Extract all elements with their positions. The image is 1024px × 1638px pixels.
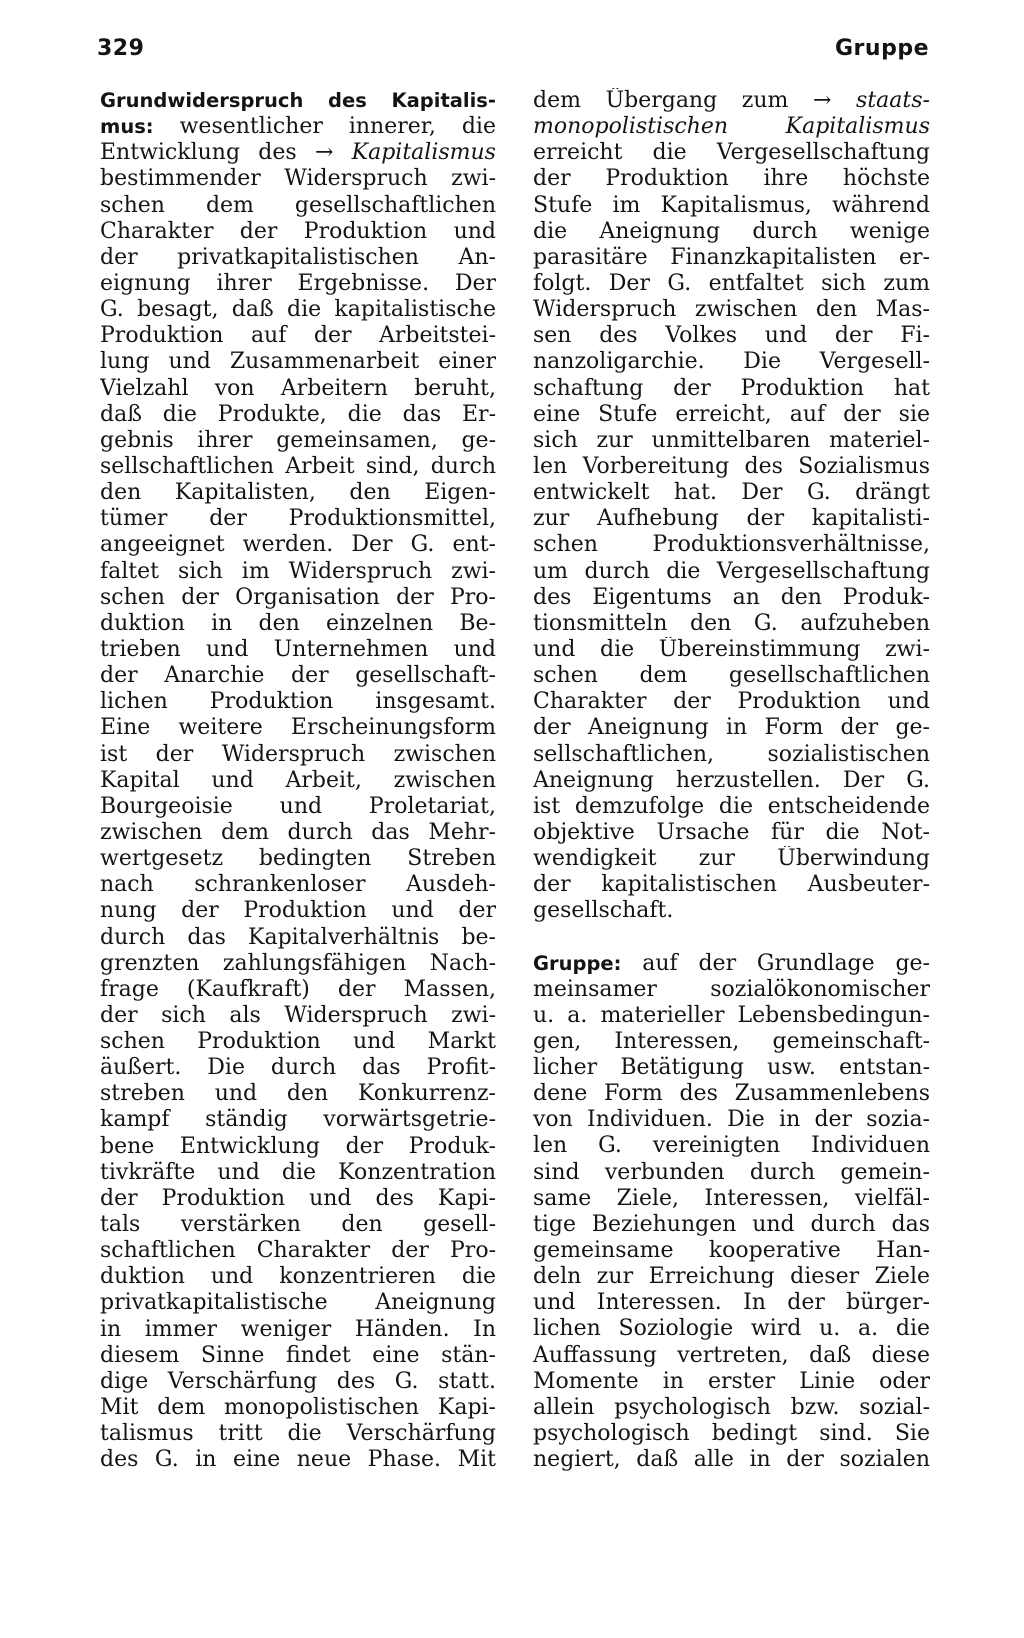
text-line [533, 663, 930, 689]
text-line [100, 454, 496, 480]
line-text: schen der Organisation der Pro- [100, 584, 496, 610]
line-text: sich zur unmittelbaren materiel- [533, 427, 930, 453]
line-text: duktion und konzentrieren die [100, 1264, 496, 1290]
text-line [100, 1369, 496, 1395]
line-text: eignung ihrer Ergebnisse. Der [100, 270, 496, 296]
line-text: in immer weniger Händen. In [100, 1316, 496, 1342]
line-text: eine Stufe erreicht, auf der sie [533, 401, 930, 427]
text-line [533, 166, 930, 192]
line-text: äußert. Die durch das Profit- [100, 1055, 496, 1081]
line-text: lung und Zusammenarbeit einer [100, 349, 496, 375]
line-text: und die Übereinstimmung zwi- [533, 636, 930, 662]
text-line [533, 1081, 930, 1107]
line-text: schen Produktionsverhältnisse, [533, 532, 930, 558]
line-text: Stufe im Kapitalismus, während [533, 192, 930, 218]
cross-reference[interactable]: → staats- [813, 88, 930, 113]
line-text: allein psychologisch bzw. sozial- [533, 1394, 930, 1420]
line-text: Charakter der Produktion und [100, 218, 496, 244]
text-line [533, 1107, 930, 1133]
entry-term: Grundwiderspruch des Kapitalis- [100, 89, 496, 112]
text-line [533, 245, 930, 271]
line-text: der kapitalistischen Ausbeuter- [533, 872, 930, 898]
text-line [533, 637, 930, 663]
text-line [100, 1421, 496, 1447]
text-line [100, 297, 496, 323]
text-line [533, 1264, 930, 1290]
text-line [100, 1107, 496, 1133]
line-text: same Ziele, Interessen, vielfäl- [533, 1185, 930, 1211]
text-line [100, 114, 496, 140]
text-line [100, 872, 496, 898]
text-line [533, 323, 930, 349]
text-line [533, 689, 930, 715]
text-line [100, 820, 496, 846]
line-text: zur Aufhebung der kapitalisti- [533, 506, 930, 532]
line-text: meinsamer sozialökonomischer [533, 976, 930, 1002]
paragraph-gap [533, 925, 930, 951]
text-line [100, 245, 496, 271]
text-line [533, 114, 930, 140]
text-line [533, 1212, 930, 1238]
line-text: nung der Produktion und der [100, 898, 496, 924]
text-line [533, 1186, 930, 1212]
line-text: dene Form des Zusammenlebens [533, 1081, 930, 1107]
text-line [100, 1343, 496, 1369]
text-line [100, 611, 496, 637]
line-text: schen dem gesellschaftlichen [100, 192, 496, 218]
line-text: angeeignet werden. Der G. ent- [100, 532, 496, 558]
text-line [533, 140, 930, 166]
text-line [533, 715, 930, 741]
text-line [100, 977, 496, 1003]
text-line [100, 402, 496, 428]
line-text: G. besagt, daß die kapitalistische [100, 297, 496, 323]
text-line [100, 1134, 496, 1160]
text-line [100, 532, 496, 558]
text-line [533, 376, 930, 402]
line-text: Vielzahl von Arbeitern beruht, [100, 375, 496, 401]
line-text: Momente in erster Linie oder [533, 1368, 930, 1394]
line-text: von Individuen. Die in der sozia- [533, 1107, 930, 1133]
right-column [533, 88, 930, 1473]
text-line [100, 768, 496, 794]
line-text: deln zur Erreichung dieser Ziele [533, 1264, 930, 1290]
line-text: len Vorbereitung des Sozialismus [533, 453, 930, 479]
line-text: Eine weitere Erscheinungsform [100, 715, 496, 741]
text-line [100, 1055, 496, 1081]
line-text: wesentlicher innerer, die [153, 114, 496, 140]
text-line [100, 925, 496, 951]
line-text: und Interessen. In der bürger- [533, 1290, 930, 1316]
line-text: tionsmitteln den G. aufzuheben [533, 610, 930, 636]
line-text: sen des Volkes und der Fi- [533, 323, 930, 349]
line-text: Aneignung herzustellen. Der G. [533, 767, 930, 793]
line-text: Widerspruch zwischen den Mas- [533, 297, 930, 323]
text-line [100, 1238, 496, 1264]
text-line [533, 349, 930, 375]
line-text: bestimmender Widerspruch zwi- [100, 166, 496, 192]
text-line [100, 88, 496, 114]
text-line [533, 559, 930, 585]
line-text: schen dem gesellschaftlichen [533, 663, 930, 689]
text-line [100, 846, 496, 872]
text-line [533, 428, 930, 454]
text-line [533, 506, 930, 532]
text-line [100, 559, 496, 585]
line-text: wertgesetz bedingten Streben [100, 846, 496, 872]
line-text: durch das Kapitalverhältnis be- [100, 924, 496, 950]
text-line [100, 1317, 496, 1343]
text-line [100, 219, 496, 245]
line-text: den Kapitalisten, den Eigen- [100, 480, 496, 506]
line-text: frage (Kaufkraft) der Massen, [100, 976, 496, 1002]
text-line [533, 1238, 930, 1264]
text-line [533, 1447, 930, 1473]
line-text: tige Beziehungen und durch das [533, 1211, 930, 1237]
line-text: erreicht die Vergesellschaftung [533, 140, 930, 166]
line-text: Kapital und Arbeit, zwischen [100, 767, 496, 793]
line-text: parasitäre Finanzkapitalisten er- [533, 244, 930, 270]
line-text: bene Entwicklung der Produk- [100, 1133, 496, 1159]
text-line [533, 1421, 930, 1447]
text-line [100, 742, 496, 768]
cross-reference[interactable]: monopolistischen Kapitalismus [533, 114, 930, 140]
line-text: ist der Widerspruch zwischen [100, 741, 496, 767]
line-text: gemeinsame kooperative Han- [533, 1238, 930, 1264]
text-line [533, 454, 930, 480]
text-line [533, 1316, 930, 1342]
line-text: auf der Grundlage ge- [621, 950, 930, 976]
text-line [100, 376, 496, 402]
line-text: trieben und Unternehmen und [100, 636, 496, 662]
text-line [533, 742, 930, 768]
text-line [100, 349, 496, 375]
line-text: tals verstärken den gesell- [100, 1212, 496, 1238]
text-line [100, 951, 496, 977]
text-line [100, 323, 496, 349]
line-text: licher Betätigung usw. entstan- [533, 1055, 930, 1081]
line-text: len G. vereinigten Individuen [533, 1133, 930, 1159]
line-text: der Aneignung in Form der ge- [533, 715, 930, 741]
text-line [533, 1003, 930, 1029]
text-line [100, 898, 496, 924]
line-text: negiert, daß alle in der sozialen [533, 1447, 930, 1473]
text-line [100, 166, 496, 192]
text-line [100, 663, 496, 689]
line-text: der Produktion und des Kapi- [100, 1185, 496, 1211]
line-text: der sich als Widerspruch zwi- [100, 1002, 496, 1028]
line-text: gebnis ihrer gemeinsamen, ge- [100, 427, 496, 453]
text-line [533, 193, 930, 219]
text-line [533, 977, 930, 1003]
line-text: psychologisch bedingt sind. Sie [533, 1421, 930, 1447]
text-line [100, 689, 496, 715]
text-line [100, 1029, 496, 1055]
line-text: gen, Interessen, gemeinschaft- [533, 1028, 930, 1054]
text-line [533, 1343, 930, 1369]
text-line [100, 1290, 496, 1316]
line-text: Mit dem monopolistischen Kapi- [100, 1395, 496, 1421]
text-line [100, 794, 496, 820]
line-text: duktion in den einzelnen Be- [100, 610, 496, 636]
text-line [533, 297, 930, 323]
running-title: Gruppe [835, 36, 929, 61]
text-line [100, 1395, 496, 1421]
left-column [100, 88, 496, 1473]
line-text: Charakter der Produktion und [533, 689, 930, 715]
line-text: entwickelt hat. Der G. drängt [533, 480, 930, 506]
text-line [533, 872, 930, 898]
text-line [533, 1133, 930, 1159]
line-text: faltet sich im Widerspruch zwi- [100, 558, 496, 584]
text-line [100, 140, 496, 166]
text-line [533, 585, 930, 611]
line-text: objektive Ursache für die Not- [533, 819, 930, 845]
text-line [533, 1395, 930, 1421]
line-text: gesellschaft. [533, 898, 674, 924]
text-line [533, 1369, 930, 1395]
cross-reference[interactable]: → Kapitalismus [314, 140, 496, 166]
line-text: sellschaftlichen Arbeit sind, durch [100, 453, 496, 479]
text-line [533, 1290, 930, 1316]
line-text: folgt. Der G. entfaltet sich zum [533, 270, 930, 296]
text-line [533, 402, 930, 428]
line-text: lichen Soziologie wird u. a. die [533, 1316, 930, 1342]
line-text: ist demzufolge die entscheidende [533, 793, 930, 819]
line-text: u. a. materieller Lebensbedingun- [533, 1002, 930, 1028]
text-line [100, 193, 496, 219]
line-text: tivkräfte und die Konzentration [100, 1159, 496, 1185]
line-text: zwischen dem durch das Mehr- [100, 819, 496, 845]
entry-term: mus: [100, 115, 154, 139]
text-line [533, 1160, 930, 1186]
text-line [100, 506, 496, 532]
text-line [100, 271, 496, 297]
text-line [100, 1447, 496, 1473]
line-text: der Anarchie der gesellschaft- [100, 663, 496, 689]
line-text: talismus tritt die Verschärfung [100, 1421, 496, 1447]
line-text: Auffassung vertreten, daß diese [533, 1342, 930, 1368]
text-line [533, 88, 930, 114]
text-line [100, 1264, 496, 1290]
entry-term: Gruppe: [533, 951, 622, 975]
text-line [100, 480, 496, 506]
line-text: sind verbunden durch gemein- [533, 1159, 930, 1185]
text-line [533, 794, 930, 820]
text-line [533, 820, 930, 846]
text-line [100, 1186, 496, 1212]
text-line [100, 1081, 496, 1107]
line-text: diesem Sinne findet eine stän- [100, 1342, 496, 1368]
line-text: Produktion auf der Arbeitstei- [100, 323, 496, 349]
text-line [533, 1055, 930, 1081]
line-text: der Produktion ihre höchste [533, 166, 930, 192]
text-line [533, 768, 930, 794]
line-text: grenzten zahlungsfähigen Nach- [100, 950, 496, 976]
page-number: 329 [97, 36, 145, 61]
text-line [100, 1212, 496, 1238]
line-text: des G. in eine neue Phase. Mit [100, 1447, 496, 1473]
line-text: schaftung der Produktion hat [533, 375, 930, 401]
text-line [533, 271, 930, 297]
text-line [100, 428, 496, 454]
text-line [533, 611, 930, 637]
text-line [533, 1029, 930, 1055]
text-line [533, 480, 930, 506]
line-text: Entwicklung des [100, 140, 315, 166]
line-text: sellschaftlichen, sozialistischen [533, 741, 930, 767]
line-text: lichen Produktion insgesamt. [100, 689, 496, 715]
text-line [100, 585, 496, 611]
text-line [533, 898, 930, 924]
text-line [100, 637, 496, 663]
line-text: schaftlichen Charakter der Pro- [100, 1238, 496, 1264]
line-text: um durch die Vergesellschaftung [533, 558, 930, 584]
line-text: dige Verschärfung des G. statt. [100, 1368, 496, 1394]
line-text: streben und den Konkurrenz- [100, 1081, 496, 1107]
text-line [533, 532, 930, 558]
line-text: kampf ständig vorwärtsgetrie- [100, 1107, 496, 1133]
line-text: Bourgeoisie und Proletariat, [100, 793, 496, 819]
line-text: nanzoligarchie. Die Vergesell- [533, 349, 930, 375]
line-text: des Eigentums an den Produk- [533, 584, 930, 610]
text-line [100, 1160, 496, 1186]
text-line [533, 219, 930, 245]
line-text: nach schrankenloser Ausdeh- [100, 872, 496, 898]
line-text: der privatkapitalistischen An- [100, 244, 496, 270]
text-line [533, 951, 930, 977]
line-text: tümer der Produktionsmittel, [100, 506, 496, 532]
text-line [533, 846, 930, 872]
line-text: schen Produktion und Markt [100, 1029, 496, 1055]
line-text: daß die Produkte, die das Er- [100, 401, 496, 427]
line-text: wendigkeit zur Überwindung [533, 846, 930, 872]
text-line [100, 715, 496, 741]
line-text: die Aneignung durch wenige [533, 218, 930, 244]
line-text: dem Übergang zum [533, 88, 814, 113]
line-text: privatkapitalistische Aneignung [100, 1290, 496, 1316]
text-line [100, 1003, 496, 1029]
